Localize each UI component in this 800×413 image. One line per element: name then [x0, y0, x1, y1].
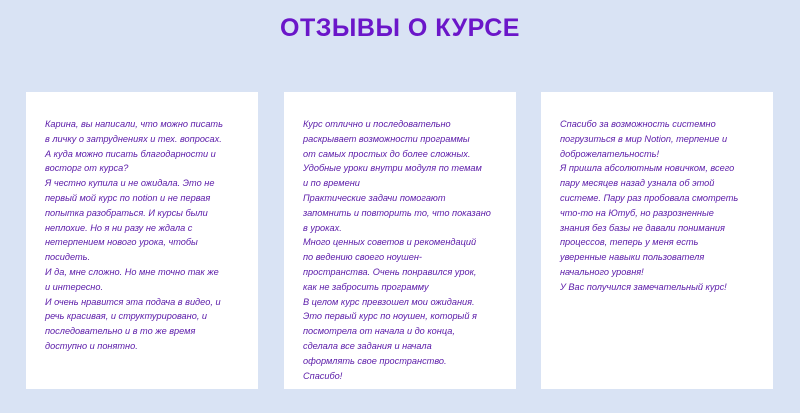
- review-line: начального уровня!: [560, 266, 644, 277]
- review-line: раскрывает возможности программы: [303, 133, 470, 144]
- review-line: сделала все задания и начала: [303, 340, 432, 351]
- review-line: системе. Пару раз пробовала смотреть: [560, 192, 739, 203]
- review-line: доброжелательность!: [560, 148, 660, 159]
- review-line: пространства. Очень понравился урок,: [303, 266, 477, 277]
- review-line: Я пришла абсолютным новичком, всего: [560, 163, 735, 174]
- review-line: запомнить и повторить то, что показано: [303, 207, 491, 218]
- review-line: оформлять свое пространство.: [303, 355, 447, 366]
- review-line: посидеть.: [45, 252, 90, 263]
- review-line: как не забросить программу: [303, 281, 429, 292]
- review-line: первый мой курс по notion и не первая: [45, 192, 211, 203]
- review-line: попытка разобраться. И курсы были: [45, 207, 208, 218]
- review-line: речь красивая, и структурировано, и: [45, 311, 208, 322]
- review-line: Удобные уроки внутри модуля по темам: [303, 163, 482, 174]
- review-line: по ведению своего ноушен-: [303, 252, 422, 263]
- review-line: знания без базы не давали понимания: [560, 222, 725, 233]
- review-line: Я честно купила и не ожидала. Это не: [45, 178, 215, 189]
- review-line: доступно и понятно.: [45, 340, 138, 351]
- review-text: [45, 117, 245, 354]
- review-card: [26, 92, 258, 389]
- review-line: Это первый курс по ноушен, который я: [303, 311, 477, 322]
- review-line: процессов, теперь у меня есть: [560, 237, 699, 248]
- review-line: восторг от курса?: [45, 163, 129, 174]
- review-line: А куда можно писать благодарности и: [45, 148, 216, 159]
- review-line: уверенные навыки пользователя: [560, 252, 705, 263]
- review-line: в личку о затруднениях и тех. вопросах.: [45, 133, 222, 144]
- review-line: посмотрела от начала и до конца,: [303, 326, 455, 337]
- review-line: Много ценных советов и рекомендаций: [303, 237, 477, 248]
- review-line: последовательно и в то же время: [45, 326, 196, 337]
- review-line: Практические задачи помогают: [303, 192, 446, 203]
- review-card: [284, 92, 516, 389]
- review-text: [303, 117, 503, 383]
- review-line: Курс отлично и последовательно: [303, 119, 451, 129]
- review-line: У Вас получился замечательный курс!: [560, 281, 727, 292]
- review-line: Спасибо за возможность системно: [560, 119, 716, 129]
- review-line: погрузиться в мир Notion, терпение и: [560, 133, 728, 144]
- page-title: ОТЗЫВЫ О КУРСЕ: [280, 14, 520, 42]
- review-card: [541, 92, 773, 389]
- review-line: и интересно.: [45, 281, 104, 292]
- review-line: что-то на Ютуб, но разрозненные: [560, 207, 714, 218]
- review-line: И очень нравится эта подача в видео, и: [45, 296, 221, 307]
- review-line: пару месяцев назад узнала об этой: [560, 178, 715, 189]
- review-line: от самых простых до более сложных.: [303, 148, 471, 159]
- review-text: [560, 117, 760, 295]
- review-line: И да, мне сложно. Но мне точно так же: [45, 266, 219, 277]
- review-line: В целом курс превзошел мои ожидания.: [303, 296, 475, 307]
- review-line: и по времени: [303, 178, 360, 189]
- review-line: неплохие. Но я ни разу не ждала с: [45, 222, 193, 233]
- review-line: нетерпением нового урока, чтобы: [45, 237, 198, 248]
- review-line: Карина, вы написали, что можно писать: [45, 119, 223, 129]
- review-line: в уроках.: [303, 222, 342, 233]
- review-line: Спасибо!: [303, 370, 343, 381]
